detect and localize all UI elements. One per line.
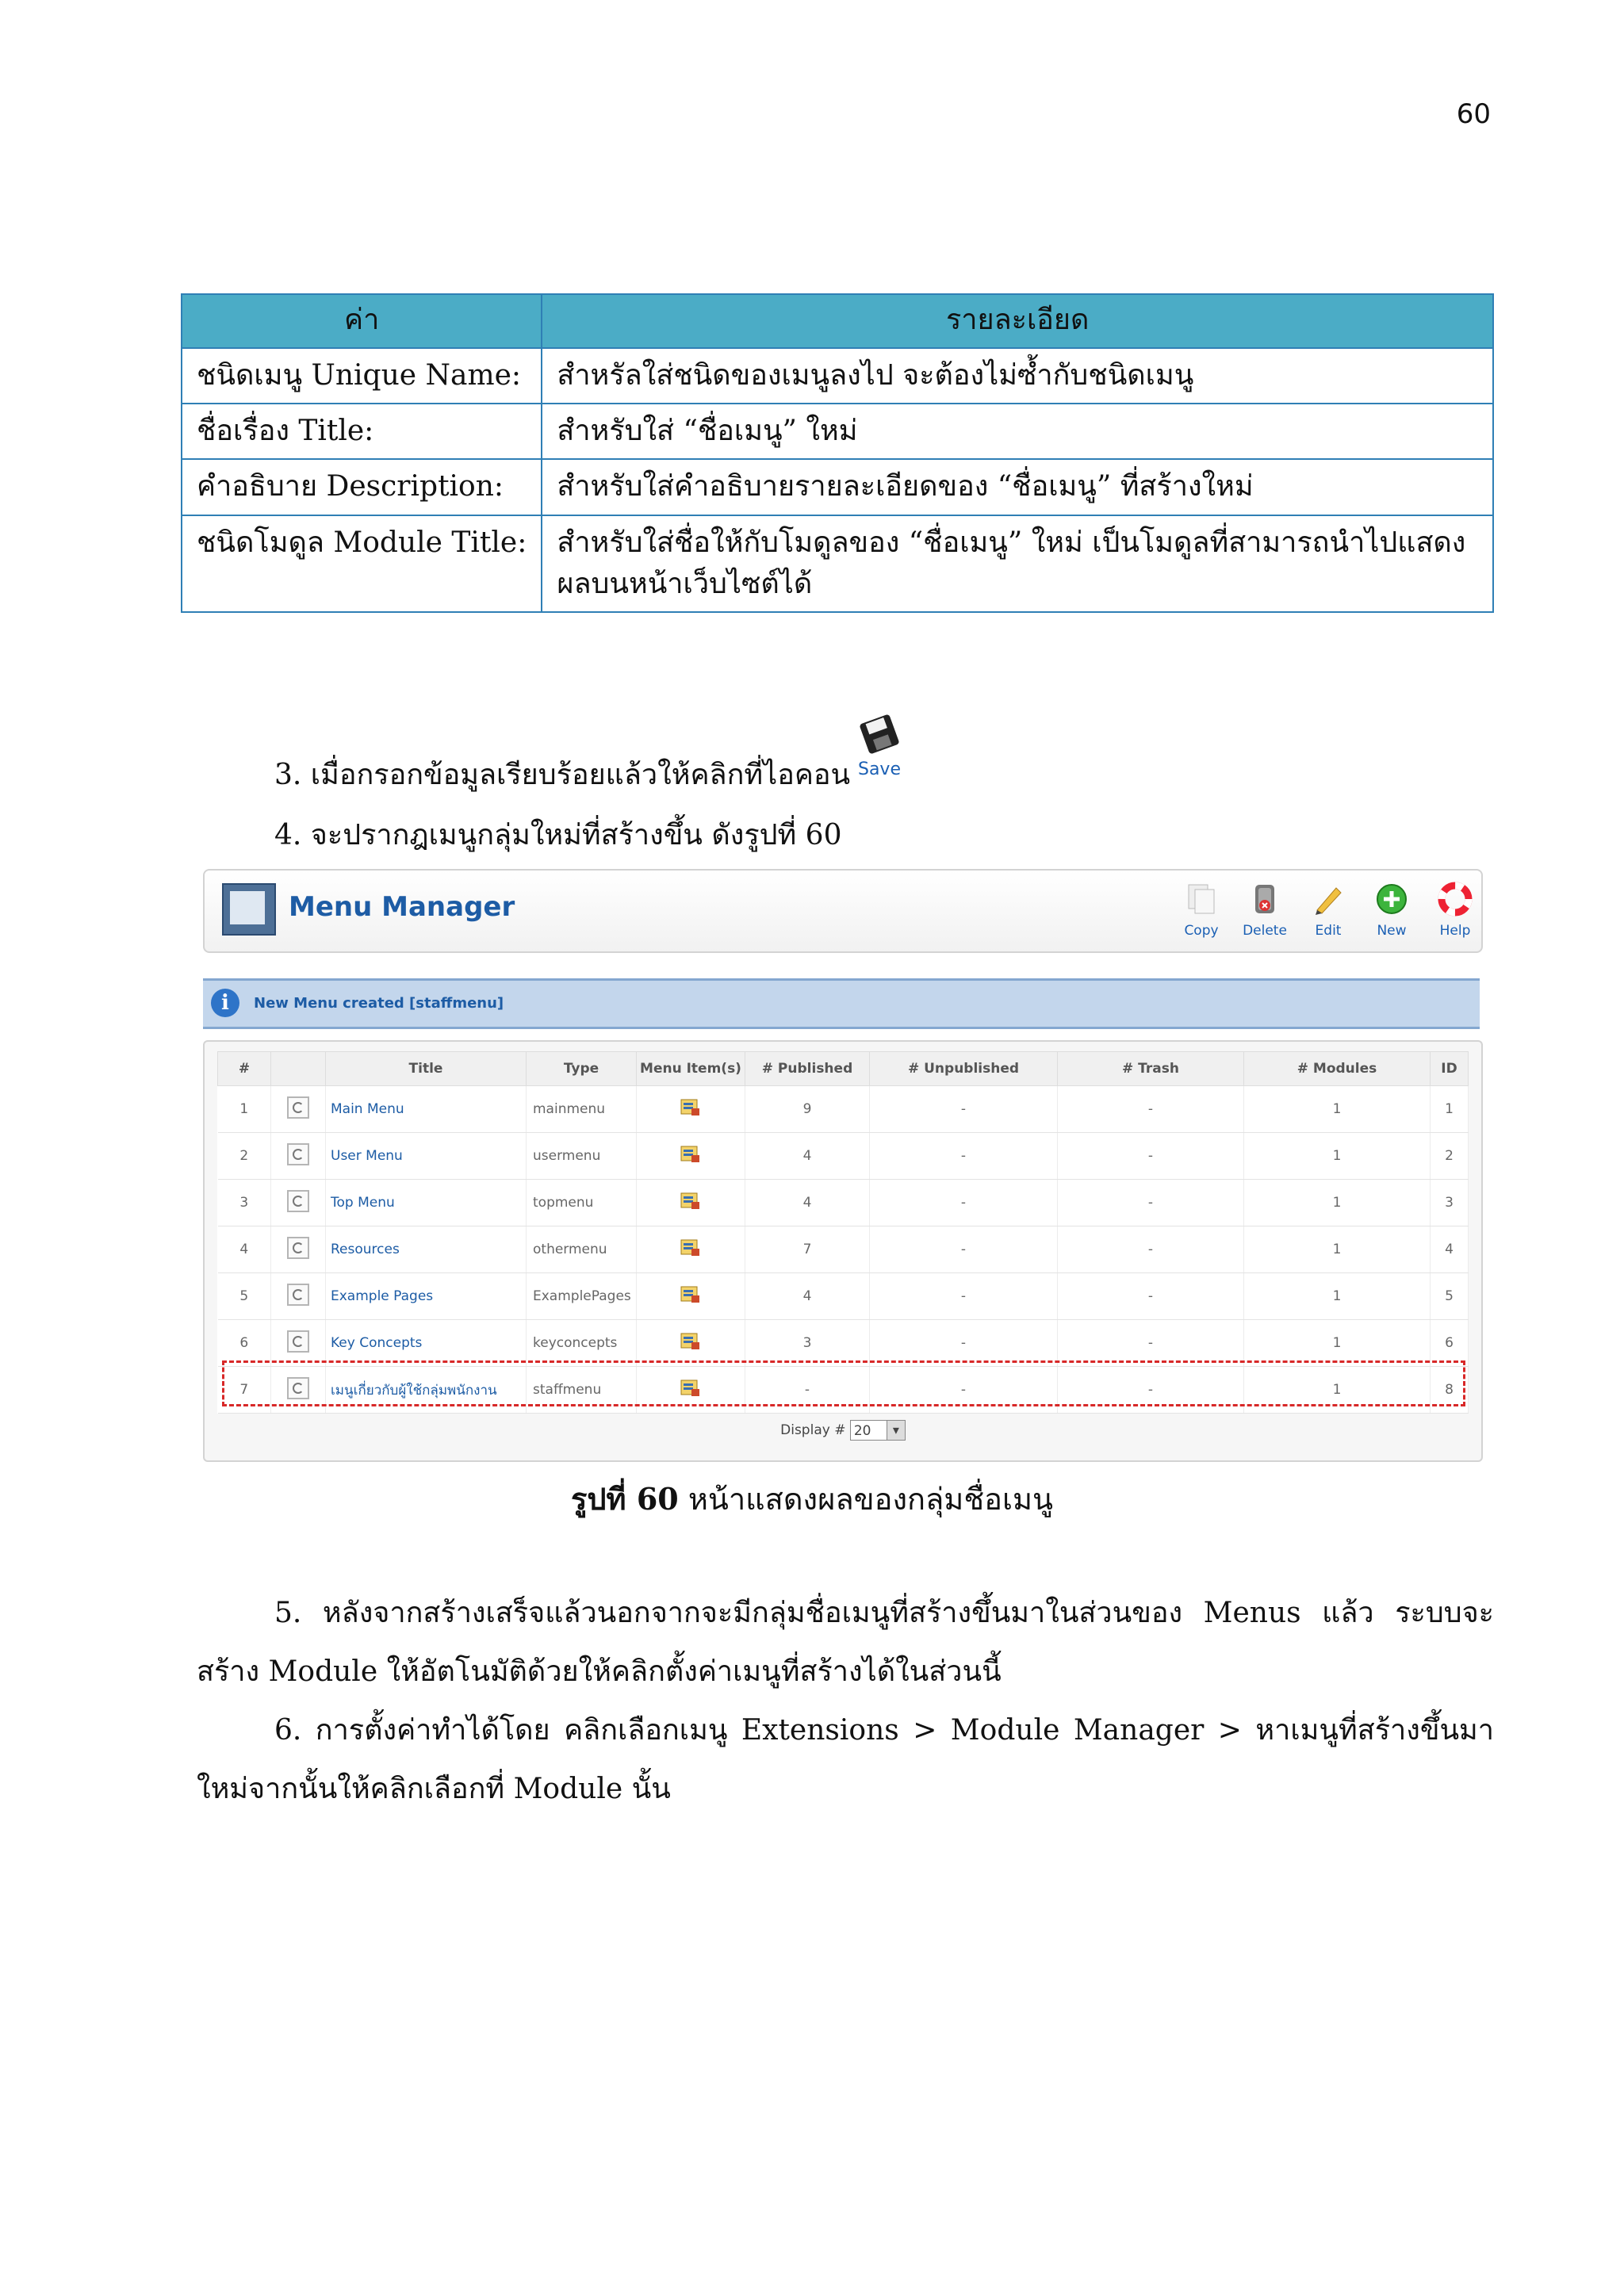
row-radio[interactable] bbox=[287, 1284, 309, 1306]
menu-type: keyconcepts bbox=[527, 1320, 637, 1367]
published-count: 9 bbox=[745, 1086, 870, 1133]
unpublished-count: - bbox=[870, 1367, 1058, 1414]
delete-label: Delete bbox=[1243, 923, 1287, 939]
menu-id: 5 bbox=[1431, 1273, 1469, 1320]
pencil-icon bbox=[1311, 882, 1346, 916]
copy-icon bbox=[1184, 882, 1219, 916]
modules-count: 1 bbox=[1244, 1226, 1431, 1273]
new-button[interactable] bbox=[1364, 882, 1419, 939]
paragraph-6 bbox=[197, 1701, 1494, 1819]
page-number: 60 bbox=[1456, 98, 1491, 130]
row-key: ชนิดโมดูล Module Title: bbox=[182, 515, 542, 612]
unpublished-count: - bbox=[870, 1086, 1058, 1133]
menu-type: mainmenu bbox=[527, 1086, 637, 1133]
header-key: ค่า bbox=[182, 294, 542, 348]
menu-id: 4 bbox=[1431, 1226, 1469, 1273]
table-row bbox=[182, 459, 1493, 515]
col-select bbox=[271, 1052, 326, 1086]
col-published: # Published bbox=[745, 1052, 870, 1086]
menu-title-link[interactable]: Resources bbox=[326, 1226, 527, 1273]
row-number: 6 bbox=[218, 1320, 271, 1367]
col-title[interactable]: Title bbox=[326, 1052, 527, 1086]
copy-label: Copy bbox=[1184, 923, 1219, 939]
trash-count: - bbox=[1058, 1367, 1244, 1414]
menu-items-icon[interactable] bbox=[680, 1192, 701, 1211]
table-header-row bbox=[182, 294, 1493, 348]
modules-count: 1 bbox=[1244, 1086, 1431, 1133]
delete-icon bbox=[1247, 882, 1282, 916]
step-3: 3. เมื่อกรอกข้อมูลเรียบร้อยแล้วให้คลิกที่ไอคอน bbox=[274, 759, 851, 791]
row-radio[interactable] bbox=[287, 1330, 309, 1353]
unpublished-count: - bbox=[870, 1226, 1058, 1273]
trash-count: - bbox=[1058, 1180, 1244, 1226]
menu-type: staffmenu bbox=[527, 1367, 637, 1414]
row-number: 3 bbox=[218, 1180, 271, 1226]
paragraph-6-text: 6. การตั้งค่าทำได้โดย คลิกเลือกเมนู Extensions > Module Manager > หาเมนูที่สร้างขึ้นมาใหม่จากนั้นให้คลิกเลือกที่ Module นั้น bbox=[197, 1714, 1494, 1805]
menu-id: 8 bbox=[1431, 1367, 1469, 1414]
edit-label: Edit bbox=[1315, 923, 1342, 939]
menu-manager-screenshot bbox=[203, 869, 1481, 1459]
figure-caption bbox=[0, 1475, 1624, 1523]
menu-items-icon[interactable] bbox=[680, 1285, 701, 1304]
menu-type: topmenu bbox=[527, 1180, 637, 1226]
col-number: # bbox=[218, 1052, 271, 1086]
trash-count: - bbox=[1058, 1226, 1244, 1273]
col-menu-items: Menu Item(s) bbox=[637, 1052, 745, 1086]
row-detail: สำหรับใส่ชื่อให้กับโมดูลของ “ชื่อเมนู” ใหม่ เป็นโมดูลที่สามารถนำไปแสดงผลบนหน้าเว็บไซต์ได้ bbox=[542, 515, 1493, 612]
modules-count: 1 bbox=[1244, 1367, 1431, 1414]
menu-row bbox=[218, 1226, 1469, 1273]
published-count: - bbox=[745, 1367, 870, 1414]
menu-row bbox=[218, 1133, 1469, 1180]
menu-row bbox=[218, 1086, 1469, 1133]
save-button-illustration bbox=[852, 712, 907, 779]
trash-count: - bbox=[1058, 1086, 1244, 1133]
menu-row bbox=[218, 1180, 1469, 1226]
menu-manager-toolbar bbox=[203, 869, 1483, 953]
row-key: คำอธิบาย Description: bbox=[182, 459, 542, 515]
unpublished-count: - bbox=[870, 1180, 1058, 1226]
display-count-select[interactable]: 20 ▾ bbox=[850, 1420, 906, 1441]
copy-button[interactable] bbox=[1174, 882, 1229, 939]
menu-manager-logo-icon bbox=[222, 883, 276, 936]
row-number: 4 bbox=[218, 1226, 271, 1273]
lifebuoy-icon bbox=[1438, 882, 1473, 916]
menu-title-link[interactable]: Example Pages bbox=[326, 1273, 527, 1320]
header-detail: รายละเอียด bbox=[542, 294, 1493, 348]
menu-items-icon[interactable] bbox=[680, 1238, 701, 1257]
menu-id: 3 bbox=[1431, 1180, 1469, 1226]
row-detail: สำหรับใส่คำอธิบายรายละเอียดของ “ชื่อเมนู” ที่สร้างใหม่ bbox=[542, 459, 1493, 515]
message-bar bbox=[203, 978, 1480, 1029]
figure-number: รูปที่ 60 bbox=[571, 1481, 679, 1517]
published-count: 7 bbox=[745, 1226, 870, 1273]
plus-icon bbox=[1374, 882, 1409, 916]
menu-items-icon[interactable] bbox=[680, 1379, 701, 1398]
menu-type: ExamplePages bbox=[527, 1273, 637, 1320]
col-modules: # Modules bbox=[1244, 1052, 1431, 1086]
published-count: 4 bbox=[745, 1273, 870, 1320]
menu-items-icon[interactable] bbox=[680, 1098, 701, 1117]
row-number: 5 bbox=[218, 1273, 271, 1320]
modules-count: 1 bbox=[1244, 1320, 1431, 1367]
col-id[interactable]: ID bbox=[1431, 1052, 1469, 1086]
delete-button[interactable] bbox=[1237, 882, 1293, 939]
row-key: ชื่อเรื่อง Title: bbox=[182, 404, 542, 459]
row-radio[interactable] bbox=[287, 1143, 309, 1165]
menu-items-icon[interactable] bbox=[680, 1332, 701, 1351]
menu-title-link[interactable]: User Menu bbox=[326, 1133, 527, 1180]
modules-count: 1 bbox=[1244, 1180, 1431, 1226]
menu-table bbox=[217, 1051, 1469, 1414]
menu-type: usermenu bbox=[527, 1133, 637, 1180]
save-icon bbox=[857, 712, 902, 756]
row-detail: สำหรับใส่ “ชื่อเมนู” ใหม่ bbox=[542, 404, 1493, 459]
row-radio[interactable] bbox=[287, 1237, 309, 1259]
save-label: Save bbox=[857, 760, 901, 779]
published-count: 4 bbox=[745, 1133, 870, 1180]
unpublished-count: - bbox=[870, 1133, 1058, 1180]
definition-table bbox=[181, 293, 1494, 613]
row-radio[interactable] bbox=[287, 1190, 309, 1212]
menu-manager-title: Menu Manager bbox=[289, 891, 515, 923]
menu-id: 6 bbox=[1431, 1320, 1469, 1367]
menu-type: othermenu bbox=[527, 1226, 637, 1273]
paragraph-5 bbox=[197, 1584, 1494, 1701]
step-4: 4. จะปรากฎเมนูกลุ่มใหม่ที่สร้างขึ้น ดังรูปที่ 60 bbox=[274, 819, 842, 851]
menu-row bbox=[218, 1320, 1469, 1367]
row-detail: สำหรัลใส่ชนิดของเมนูลงไป จะต้องไม่ซ้ำกับชนิดเมนู bbox=[542, 348, 1493, 404]
col-unpublished: # Unpublished bbox=[870, 1052, 1058, 1086]
help-button[interactable] bbox=[1427, 882, 1483, 939]
row-radio[interactable] bbox=[287, 1096, 309, 1119]
trash-count: - bbox=[1058, 1320, 1244, 1367]
published-count: 3 bbox=[745, 1320, 870, 1367]
menu-title-link[interactable]: Main Menu bbox=[326, 1086, 527, 1133]
row-number: 7 bbox=[218, 1367, 271, 1414]
display-label: Display # bbox=[780, 1422, 846, 1438]
menu-title-link[interactable]: Key Concepts bbox=[326, 1320, 527, 1367]
published-count: 4 bbox=[745, 1180, 870, 1226]
modules-count: 1 bbox=[1244, 1273, 1431, 1320]
message-text: New Menu created [staffmenu] bbox=[254, 995, 504, 1012]
edit-button[interactable] bbox=[1300, 882, 1356, 939]
menu-id: 1 bbox=[1431, 1086, 1469, 1133]
help-label: Help bbox=[1439, 923, 1471, 939]
table-row bbox=[182, 404, 1493, 459]
trash-count: - bbox=[1058, 1273, 1244, 1320]
info-icon: i bbox=[211, 989, 239, 1017]
table-row bbox=[182, 515, 1493, 612]
menu-title-link[interactable]: Top Menu bbox=[326, 1180, 527, 1226]
row-number: 2 bbox=[218, 1133, 271, 1180]
pagination-display bbox=[217, 1411, 1469, 1449]
col-type[interactable]: Type bbox=[527, 1052, 637, 1086]
new-label: New bbox=[1377, 923, 1407, 939]
unpublished-count: - bbox=[870, 1320, 1058, 1367]
menu-list-panel bbox=[203, 1040, 1483, 1462]
menu-table-header bbox=[218, 1052, 1469, 1086]
paragraph-5-text: 5. หลังจากสร้างเสร็จแล้วนอกจากจะมีกลุ่มชื่อเมนูที่สร้างขึ้นมาในส่วนของ Menus แล้ว ระบบจะสร้าง Module ให้อัตโนมัติด้วยให้คลิกตั้งค่าเมนูที่สร้างได้ในส่วนนี้ bbox=[197, 1597, 1494, 1688]
figure-title: หน้าแสดงผลของกลุ่มชื่อเมนู bbox=[688, 1482, 1053, 1517]
menu-title-link[interactable]: เมนูเกี่ยวกับผู้ใช้กลุ่มพนักงาน bbox=[326, 1367, 527, 1414]
modules-count: 1 bbox=[1244, 1133, 1431, 1180]
menu-id: 2 bbox=[1431, 1133, 1469, 1180]
row-radio[interactable] bbox=[287, 1377, 309, 1399]
col-trash: # Trash bbox=[1058, 1052, 1244, 1086]
row-key: ชนิดเมนู Unique Name: bbox=[182, 348, 542, 404]
menu-row bbox=[218, 1273, 1469, 1320]
menu-row-new bbox=[218, 1367, 1469, 1414]
trash-count: - bbox=[1058, 1133, 1244, 1180]
menu-items-icon[interactable] bbox=[680, 1145, 701, 1164]
row-number: 1 bbox=[218, 1086, 271, 1133]
table-row bbox=[182, 348, 1493, 404]
unpublished-count: - bbox=[870, 1273, 1058, 1320]
